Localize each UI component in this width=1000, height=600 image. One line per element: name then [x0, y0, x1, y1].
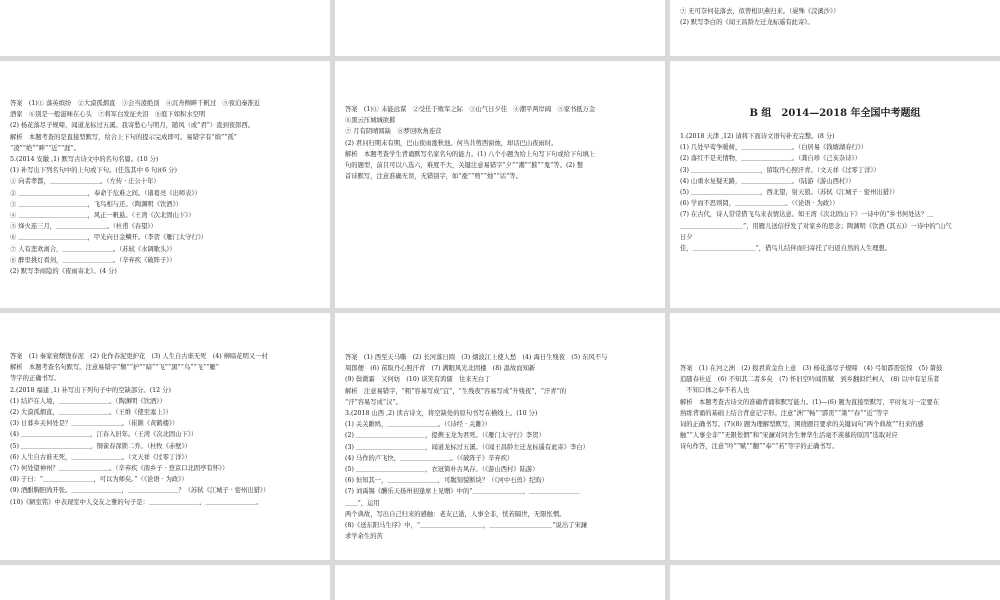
analysis-line: 熟练背诵的基础上结合背意记字形。注意“洲”“畅”“霹雳”“箫”“春”“近”等字: [680, 409, 889, 417]
question-line: 求学余生的苦: [345, 533, 383, 541]
analysis-line: 词的正确书写。(7)(8) 题为理解型默写，围绕题目要求的关键词句“两个典故”“归来的感: [680, 421, 924, 429]
question-line: (3) ＿＿＿＿＿＿＿＿＿＿＿，闻道龙标过五溪。（《闻王昌龄左迁龙标遥有此寄》李白）: [345, 443, 589, 451]
question-line: ⑥ ＿＿＿＿＿＿＿＿＿＿＿，甲光向日金鳞开。（李贺《雁门太守行》）: [10, 234, 208, 242]
question-line: (7) 刘禹锡《酬乐天扬州初逢席上见赠》中的“＿＿＿＿＿＿＿＿，＿＿＿＿＿＿＿＿: [345, 488, 580, 496]
question-line: ⑦ 人有悲欢离合，＿＿＿＿＿＿＿＿。（苏轼《水调歌头》）: [10, 245, 176, 253]
question-line: (1) 几处早莺争暖树，＿＿＿＿＿＿＿＿。（白居易《钱塘湖春行》）: [680, 144, 868, 152]
question-line: (1) 关关雎鸠，＿＿＿＿＿＿＿＿。（《诗经 · 关雎》）: [345, 421, 492, 429]
analysis-line: “汗”容易写成“汉”。: [345, 398, 402, 406]
analysis-line: 解析 本题考查学生背诵默写名家名句的能力。(1) 八个小题为给上句写下句或给下句填上: [345, 150, 596, 158]
question-line: ＿＿”，运用: [345, 499, 380, 507]
question-line: (2) 默写李商隐的《夜雨寄北》。(4 分): [10, 268, 117, 276]
question-line: (2) ＿＿＿＿＿＿＿＿＿＿＿，提携玉龙为君死。（《雁门太守行》李贺）: [345, 432, 545, 440]
question-line: ＿＿＿＿＿＿＿＿＿＿”，用雁儿送信抒发了对家乡的思念；陶渊明《饮酒 (其五)》一诗中的“山气: [680, 222, 952, 230]
question-line: (7) 何处望神州？＿＿＿＿＿＿＿＿。（辛弃疾《南乡子 · 登京口北固亭有怀》）: [10, 465, 229, 473]
question-line: 佳，＿＿＿＿＿＿＿＿＿＿”，借鸟儿结伴而归寄托了归返自然的人生理想。: [680, 245, 892, 253]
question-line: (1) 结庐在人境，＿＿＿＿＿＿＿＿。（陶渊明《饮酒》）: [10, 397, 166, 405]
answer-line: 酒家 ⑥别是一般滋味在心头 ⑦将军白发征夫泪 ⑧庭下如积水空明: [10, 111, 206, 119]
slide-page-12: [670, 565, 1000, 600]
slide-page-3: [670, 0, 1000, 56]
question-line: (3) ＿＿＿＿＿＿＿＿＿＿＿，留取丹心照汗青。（文天祥《过零丁洋》）: [680, 166, 880, 174]
analysis-line: 解析 注意易错字，“粗”容易写成“宜”，“生残夜”容易写成“升残夜”，“汗青”的: [345, 387, 567, 395]
text-line: (2) 默写李白的《闻王昌龄左迁龙标遥有此寄》。: [680, 19, 814, 27]
slide-page-8: [335, 313, 665, 560]
analysis-line: 解析 本题考查名句默写。注意易错字“颓”“护”“暗”“飞”“黑”“鸟”“飞”“雁”: [10, 364, 219, 372]
question-line: (5) ＿＿＿＿＿＿＿＿＿＿＿，铜雀春深锁二乔。（杜牧《赤壁》）: [10, 442, 191, 450]
section-heading: B 组 2014—2018 年全国中考题组: [749, 108, 921, 119]
slide-page-1: [0, 0, 330, 56]
answer-line: ⑦ 月有阴晴圆缺 ⑧梦回吹角连营: [345, 128, 442, 136]
question-line: (6) 人生自古谁无死，＿＿＿＿＿＿＿＿。（文天祥《过零丁洋》）: [10, 453, 191, 461]
question-line: (2) 大漠孤烟直，＿＿＿＿＿＿＿＿。（王维《使至塞上》）: [10, 409, 173, 417]
answer-line: 追随春社近 (6) 不知其二者多矣 (7) 怀旧空吟闻笛赋 到乡翻似烂柯人 (8) 以中有足乐者: [680, 376, 940, 384]
answer-line: (2) 杨花落尽子规啼，闻道龙标过五溪。我寄愁心与明月，随风（或“君”）直到夜郎西。: [10, 122, 255, 130]
answer-line: (2) 君问归期未有期，巴山夜雨涨秋池。何当共剪西窗烛，却话巴山夜雨时。: [345, 139, 558, 147]
question-line: 1.(2018 天津 ,12) 请将下面诗文语句补充完整。(8 分): [680, 133, 835, 140]
question-line: (4) 马作的卢飞快，＿＿＿＿＿＿＿＿。（《破阵子》辛弃疾）: [345, 454, 514, 462]
analysis-line: 解析 本题考查古诗文的准确背诵和默写能力。(1)—(6) 题为直接型默写，平时复习一定要在: [680, 398, 940, 406]
question-line: (4) 山重水复疑无路，＿＿＿＿＿＿＿＿。（陆游《游山西村》）: [680, 177, 855, 185]
slide-page-9: [670, 313, 1000, 560]
slide-page-11: [335, 565, 665, 600]
analysis-line: 诗句作答，注意“吟”“赋”“翻”“奉”“若”等字的正确书写。: [680, 443, 839, 451]
analysis-line: 首诗默写，注意准确无误，无错别字，如“涨”“剪”“烛”“话”等。: [345, 173, 522, 181]
question-line: 日夕: [680, 233, 693, 241]
answer-line: 答案 (1) 秦家衰颓饶春泥 (2) 化作春泥更护花 (3) 人生自古谁无死 (4) 柳暗花明又一村: [10, 353, 268, 360]
slide-page-2: [335, 0, 665, 56]
question-line: (4) ＿＿＿＿＿＿＿＿＿＿＿，江春入旧年。（王湾《次北固山下》）: [10, 431, 198, 439]
question-line: (8)《送东阳马生序》中，“＿＿＿＿＿＿＿＿＿＿，＿＿＿＿＿＿＿＿＿＿”说出了宋濂: [345, 522, 588, 530]
question-line: (6) 但知其一，＿＿＿＿＿＿＿＿，可龌刻貌断块？（《河中石兽》纪昀）: [345, 477, 548, 485]
answer-line: 答案 (1)① 未能远谋 ②受任于败军之际 ③山气日夕佳 ④潮平两岸阔 ⑤家书抵万金: [345, 106, 596, 113]
answer-line: 答案 (1) 在河之洲 (2) 报君黄金台上意 (3) 杨花落尽子规啼 (4) 弓如霹雳弦惊 (5) 箫鼓: [680, 365, 943, 372]
answer-line: ⑥黑云压城城欲摧: [345, 117, 396, 125]
question-line: ② ＿＿＿＿＿＿＿＿＿＿＿，奉命于危难之间。（诸葛亮《出师表》）: [10, 189, 201, 197]
question-line: (9) 酒酣胸胆尚开张。＿＿＿＿＿＿＿＿，＿＿＿＿＿＿＿＿？（苏轼《江城子 · 密州出猎》）: [10, 487, 270, 495]
answer-line: (9) 鬓微霜 又何妨 (10) 谈笑有鸿儒 往来无白丁: [345, 376, 491, 384]
analysis-line: 解析 本题考查的是直接型默写，给合上下句的提示完成即可。易错字有“缤”“孤”: [10, 133, 237, 141]
answer-line: 答案 (1)① 落英缤纷 ②大漠孤烟直 ③会当凌绝顶 ④沉舟侧畔千帆过 ⑤夜泊秦淮近: [10, 100, 261, 107]
answer-line: 答案 (1) 西至天马嘶 (2) 长河落日圆 (3) 烟波江上使人愁 (4) 海日生残夜 (5) 东风不与: [345, 354, 608, 361]
question-line: (5) ＿＿＿＿＿＿＿＿＿＿＿，西北望，射天狼。（苏轼《江城子 · 密州出猎》）: [680, 189, 899, 197]
question-line: 5.(2014 安徽 ,1) 默写古诗文中的名句名篇。(10 分): [10, 156, 159, 164]
analysis-line: 触”“人事全非”“无限怅惘”和“宋濂对同舍生奢华生活毫不羡慕的原因”选取对应: [680, 432, 898, 440]
question-line: (7) 在古代，诗人常常借飞鸟来表情达意。如王湾《次北固山下》一诗中的“乡书何处达？＿: [680, 211, 934, 219]
question-line: ④ ＿＿＿＿＿＿＿＿＿＿＿，风正一帆悬。（王湾《次北固山下》）: [10, 212, 195, 220]
question-line: 3.(2018 山西 ,2) 读古诗文，将空缺处的原句书写在横线上。(10 分): [345, 410, 538, 418]
question-line: (10)《陋室铭》中表现室中人交友之雅的句子是：＿＿＿＿＿＿＿＿，＿＿＿＿＿＿＿＿。: [10, 498, 263, 506]
question-line: (8) 子曰：“＿＿＿＿＿＿＿＿，可以为师矣。”（《论语 · 为政》）: [10, 476, 188, 484]
question-line: (6) 学而不思则罔，＿＿＿＿＿＿＿＿。（《论语 · 为政》）: [680, 200, 839, 208]
analysis-line: “凌”“绝”“畔”“近”“涯”。: [10, 144, 80, 152]
answer-line: 周郎便 (6) 苗取丹心照汗青 (7) 满眼风光北固楼 (8) 温故而知新: [345, 365, 536, 373]
question-line: (2) 落红不是无情物，＿＿＿＿＿＿＿＿。（龚自珍《己亥杂诗》）: [680, 155, 861, 163]
question-line: ① 向者孝都，＿＿＿＿＿＿＿＿。（左传 · 庄公十年）: [10, 178, 160, 186]
question-line: ⑤ 烽火连三月，＿＿＿＿＿＿＿＿。（杜甫《春望》）: [10, 223, 157, 231]
question-line: (1) 补写出下列名句中的上句或下句。(任选其中 6 句)(6 分): [10, 167, 177, 175]
answer-line: 不知口体之奉不若人也: [680, 387, 750, 395]
question-line: 两个典故，写出自己归来的感触：老友已逝，人事全非，恍若隔世，无限怅惘。: [345, 510, 566, 518]
question-line: (5) ＿＿＿＿＿＿＿＿＿＿＿，衣冠简朴古风存。（《游山西村》陆游）: [345, 466, 539, 474]
analysis-line: 句的题型，前且可以八选六，难度不大，关键注意易错字“夕”“潮”“摧”“鬼”等。(2) 整: [345, 162, 584, 170]
slide-page-10: [0, 565, 330, 600]
question-line: ⑧ 醉里挑灯看剑，＿＿＿＿＿＿＿＿。（辛弃疾《破阵子》）: [10, 256, 176, 264]
question-line: (3) 日暮乡关何处是？＿＿＿＿＿＿＿＿。（崔颢《黄鹤楼》）: [10, 420, 179, 428]
slide-page-6: [670, 61, 1000, 308]
slide-page-7: [0, 313, 330, 560]
analysis-line: 等字的正确书写。: [10, 375, 61, 383]
text-line: ⑦ 无可奈何花落去，似曾相识燕归来。（晏殊《浣溪沙》）: [680, 8, 840, 15]
question-line: 2.(2018 福建 ,1) 补写出下列句子中的空缺部分。(12 分): [10, 386, 171, 394]
slide-page-4: [0, 61, 330, 308]
slide-page-5: [335, 61, 665, 308]
question-line: ③ ＿＿＿＿＿＿＿＿＿＿＿，飞鸟相与还。（陶渊明《饮酒》）: [10, 200, 183, 208]
